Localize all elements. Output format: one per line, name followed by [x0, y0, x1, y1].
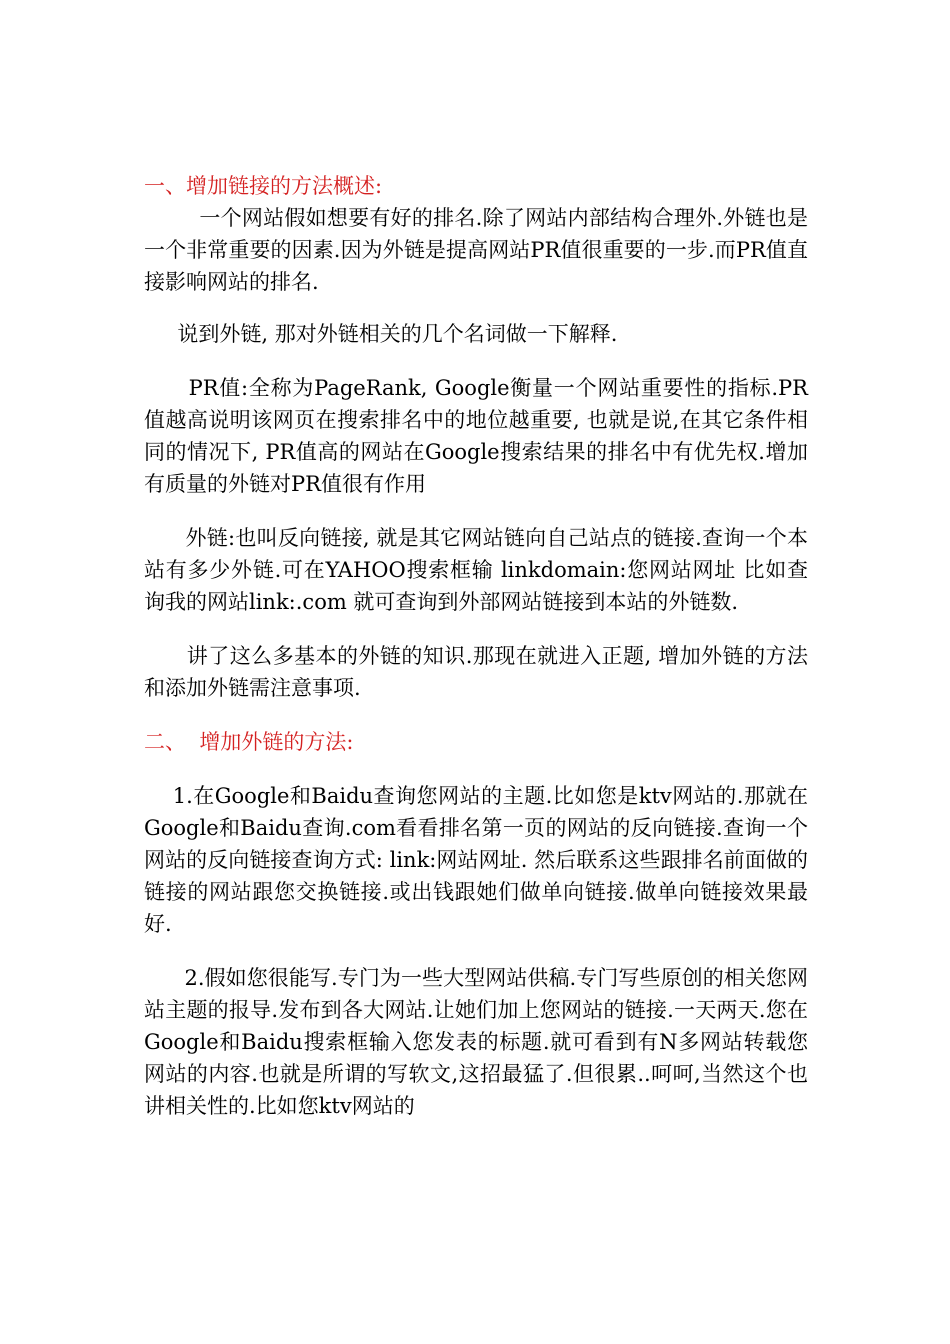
section-1-paragraph-terms: 说到外链, 那对外链相关的几个名词做一下解释. [144, 322, 618, 346]
section-1-paragraph-backlink: 外链:也叫反向链接, 就是其它网站链向自己站点的链接.查询一个本站有多少外链.可在YAHOO搜索框输 linkdomain:您网站网址 比如查询我的网站link:.com 就可查询到外部网站链接到本站的外链数. [144, 526, 808, 614]
section-1-paragraph-pr: PR值:全称为PageRank, Google衡量一个网站重要性的指标.PR值越高说明该网页在搜索排名中的地位越重要, 也就是说,在其它条件相同的情况下, PR值高的网站在Google搜索结果的排名中有优先权.增加有质量的外链对PR值很有作用 [144, 376, 808, 496]
section-2-item-1: 1.在Google和Baidu查询您网站的主题.比如您是ktv网站的.那就在Google和Baidu查询.com看看排名第一页的网站的反向链接.查询一个网站的反向链接查询方式: link:网站网址. 然后联系这些跟排名前面做的链接的网站跟您交换链接.或出钱跟她们做单向链接.做单向链接效果最好. [144, 784, 808, 936]
document-body [144, 170, 808, 1122]
section-1-paragraph-transition: 讲了这么多基本的外链的知识.那现在就进入正题, 增加外链的方法和添加外链需注意事项. [144, 644, 808, 700]
section-2-item-2: 2.假如您很能写.专门为一些大型网站供稿.专门写些原创的相关您网站主题的报导.发布到各大网站.让她们加上您网站的链接.一天两天.您在Google和Baidu搜索框输入您发表的标题.就可看到有N多网站转载您网站的内容.也就是所谓的写软文,这招最猛了.但很累..呵呵,当然这个也讲相关性的.比如您ktv网站的 [144, 966, 808, 1118]
section-1-heading: 一、增加链接的方法概述: [144, 174, 383, 198]
section-1-paragraph-intro: 一个网站假如想要有好的排名.除了网站内部结构合理外.外链也是一个非常重要的因素.因为外链是提高网站PR值很重要的一步.而PR值直接影响网站的排名. [144, 206, 808, 294]
section-2-heading: 二、 增加外链的方法: [144, 730, 354, 754]
